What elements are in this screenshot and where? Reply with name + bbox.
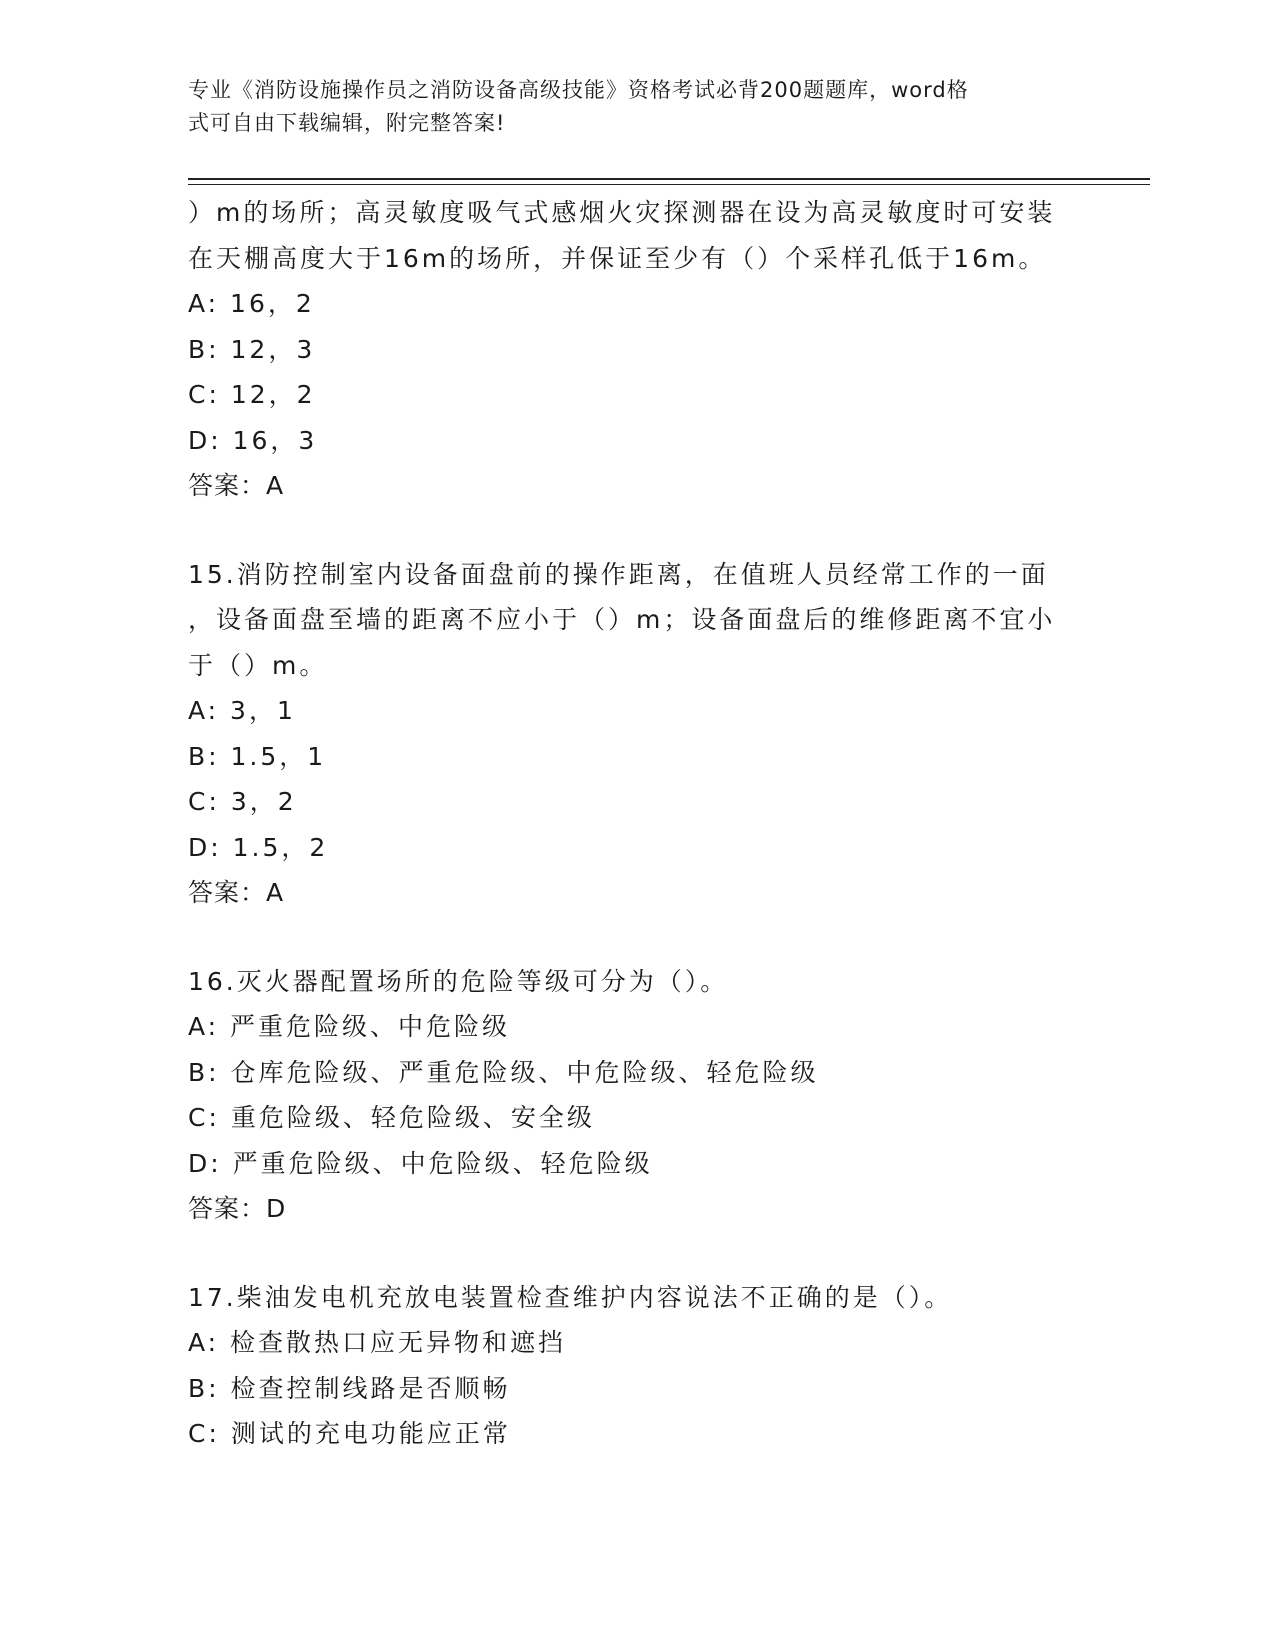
option-d: D: 1.5，2: [188, 832, 329, 862]
option-b: B: 检查控制线路是否顺畅: [188, 1373, 511, 1403]
question-text-line: 17.柴油发电机充放电装置检查维护内容说法不正确的是（）。: [188, 1282, 953, 1312]
answer-line: 答案：A: [188, 471, 285, 500]
question-text-line: 于（）m。: [188, 650, 328, 680]
option-c: C: 3，2: [188, 787, 297, 816]
question-14: [188, 190, 1088, 509]
question-16: [188, 959, 1088, 1232]
spacer: [188, 1232, 1088, 1275]
header-line-2: 式可自由下载编辑，附完整答案!: [188, 111, 506, 135]
question-text-line: 15.消防控制室内设备面盘前的操作距离，在值班人员经常工作的一面: [188, 559, 1049, 589]
option-b: B: 12，3: [188, 334, 316, 364]
option-d: D: 严重危险级、中危险级、轻危险级: [188, 1148, 653, 1178]
question-text-line: 在天棚高度大于16m的场所，并保证至少有（）个采样孔低于16m。: [188, 243, 1047, 273]
option-c: C: 重危险级、轻危险级、安全级: [188, 1103, 595, 1132]
answer-line: 答案：D: [188, 1194, 287, 1223]
question-list: [188, 190, 1088, 1457]
question-text-line: ，设备面盘至墙的距离不应小于（）m；设备面盘后的维修距离不宜小: [188, 605, 1056, 634]
option-c: C: 12，2: [188, 380, 316, 409]
question-text-line: 16.灭火器配置场所的危险等级可分为（）。: [188, 966, 729, 996]
answer-line: 答案：A: [188, 878, 285, 907]
header-rule-thin: [188, 184, 1150, 185]
option-a: A: 检查散热口应无异物和遮挡: [188, 1328, 567, 1357]
question-17: [188, 1275, 1088, 1457]
question-text-line: ）m的场所；高灵敏度吸气式感烟火灾探测器在设为高灵敏度时可安装: [188, 198, 1056, 227]
header-rule-thick: [188, 178, 1150, 180]
option-a: A: 16，2: [188, 289, 315, 318]
option-d: D: 16，3: [188, 425, 318, 455]
option-a: A: 3，1: [188, 696, 296, 725]
option-a: A: 严重危险级、中危险级: [188, 1012, 511, 1041]
spacer: [188, 916, 1088, 959]
option-c: C: 测试的充电功能应正常: [188, 1419, 511, 1448]
header-line-1: 专业《消防设施操作员之消防设备高级技能》资格考试必背200题题库，word格: [188, 78, 969, 102]
spacer: [188, 509, 1088, 552]
option-b: B: 1.5，1: [188, 741, 327, 771]
option-b: B: 仓库危险级、严重危险级、中危险级、轻危险级: [188, 1057, 819, 1087]
question-15: [188, 552, 1088, 916]
document-header: [188, 74, 1068, 140]
